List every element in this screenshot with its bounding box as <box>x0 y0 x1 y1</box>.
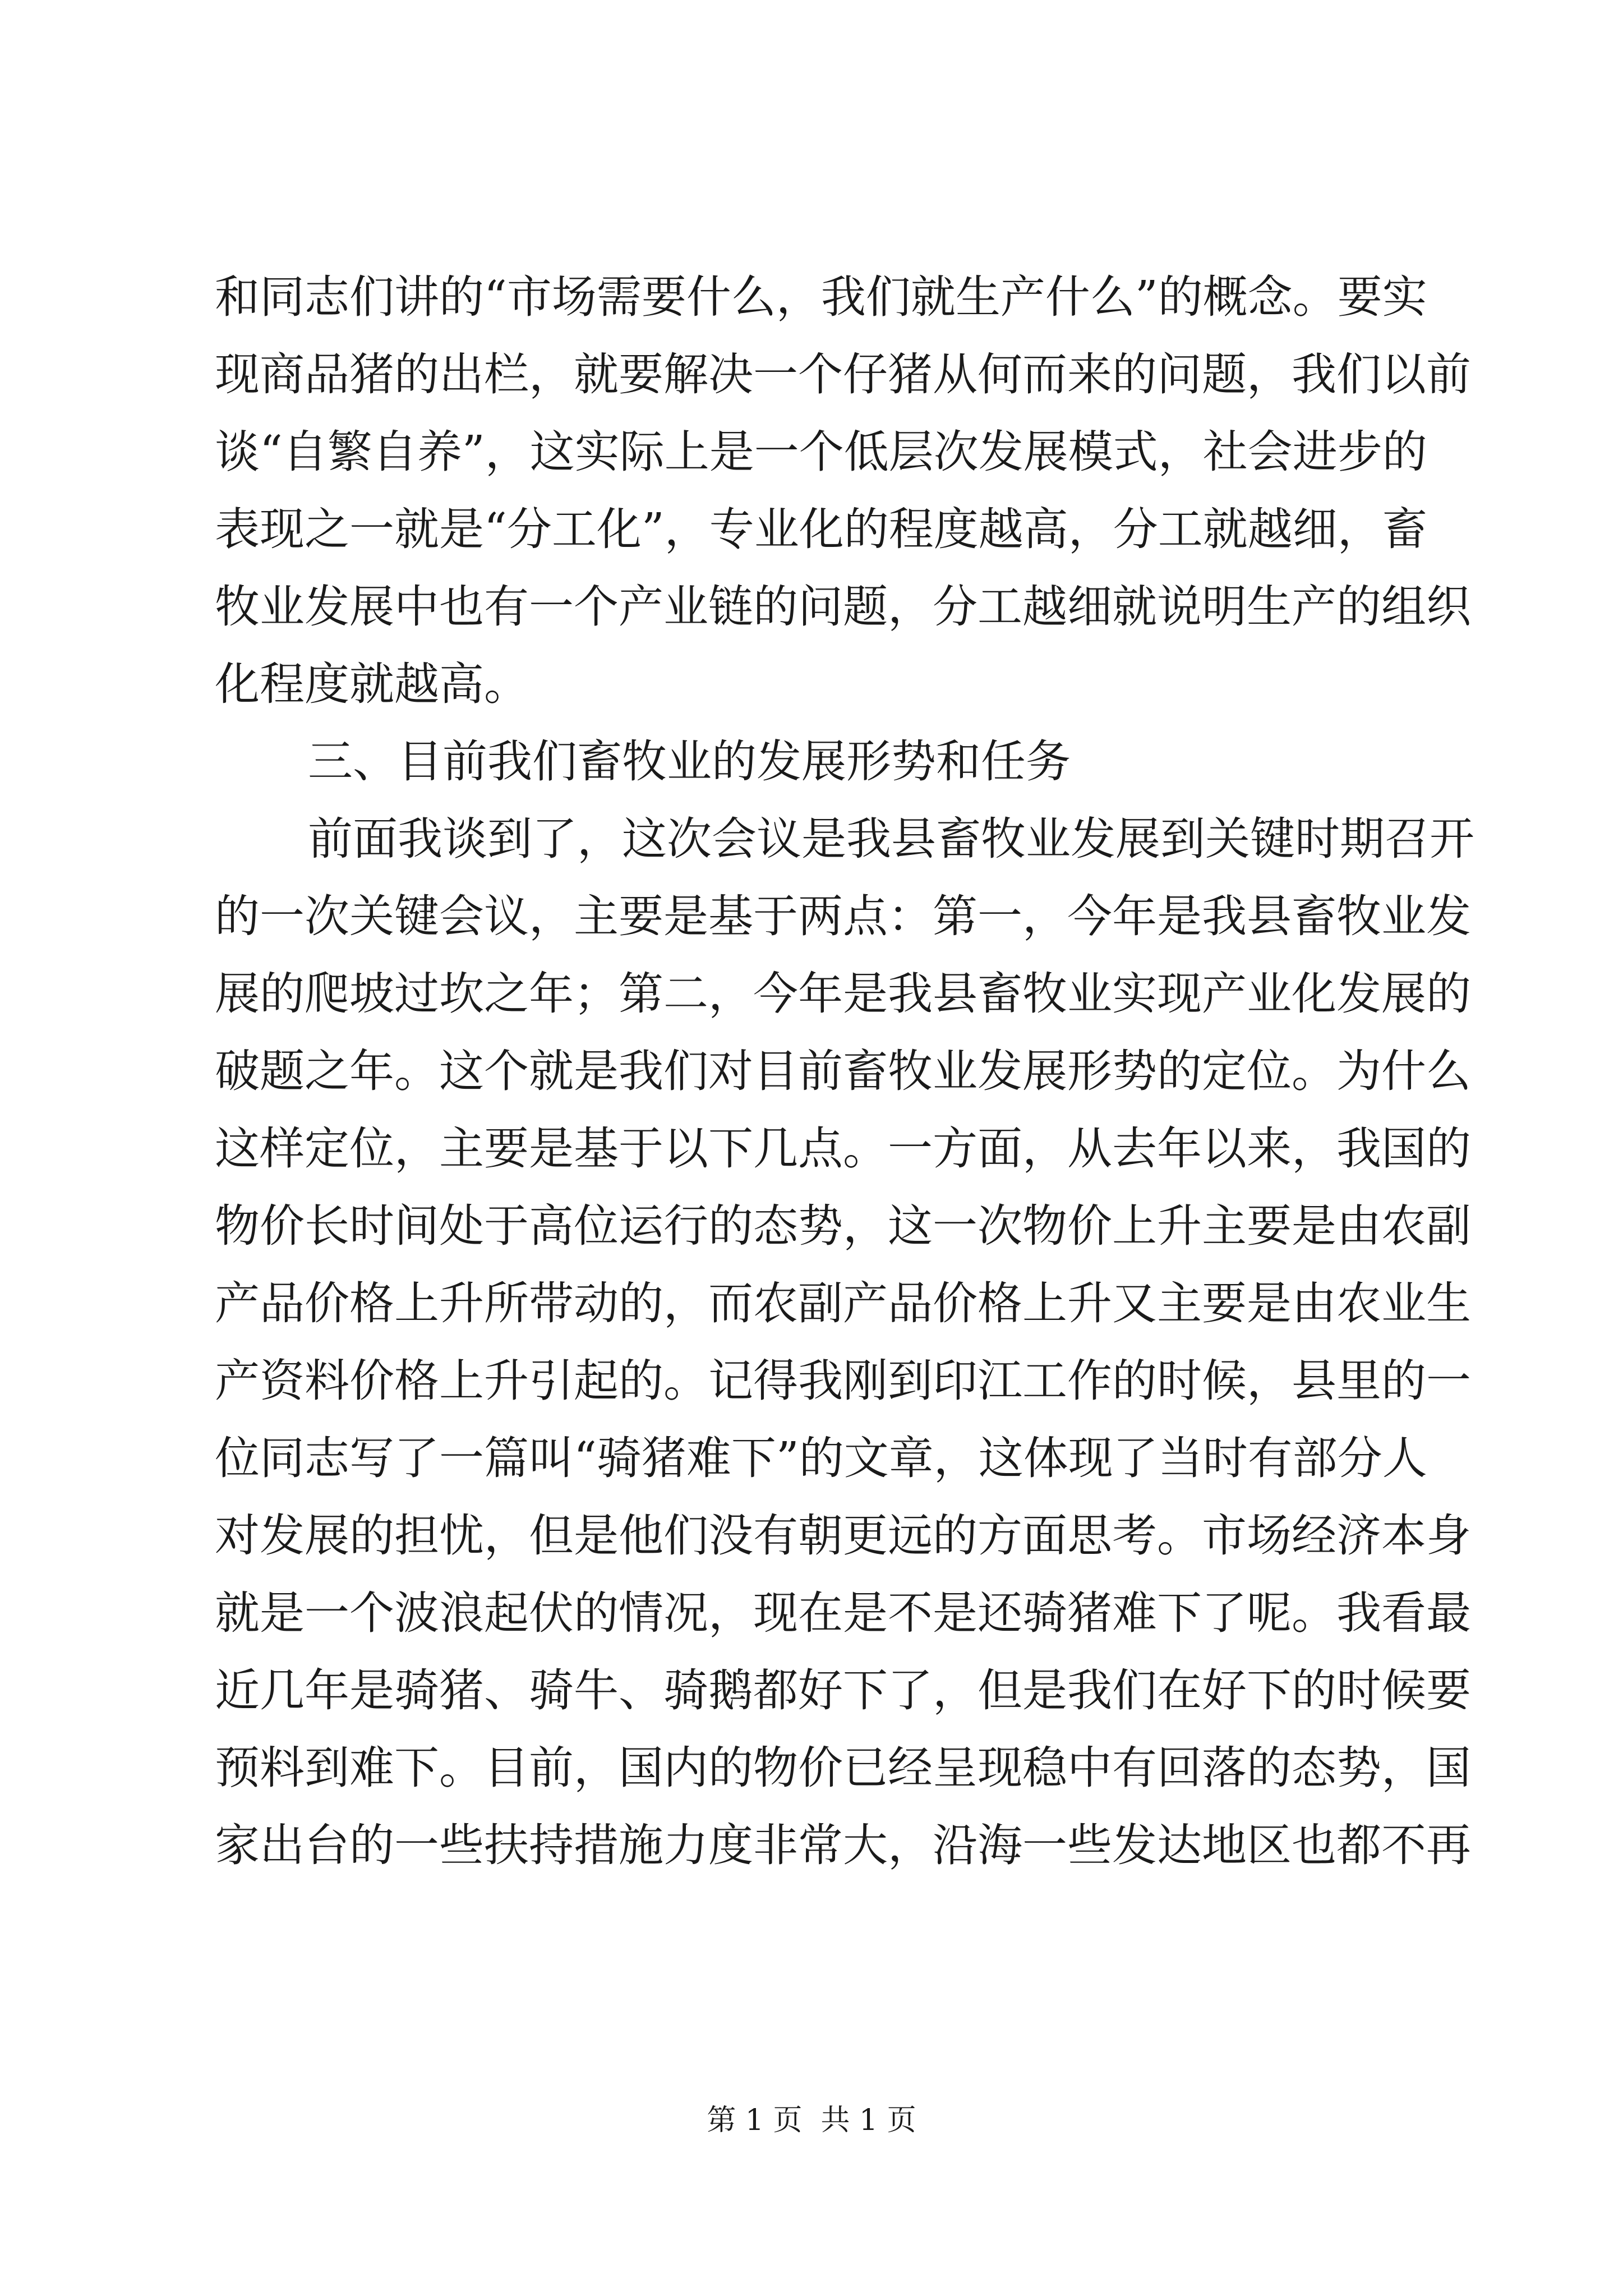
text-line: 产品价格上升所带动的，而农副产品价格上升又主要是由农业生 <box>215 1277 1471 1329</box>
text-line: 表现之一就是“分工化”，专业化的程度越高，分工就越细，畜 <box>215 503 1427 555</box>
text-line: 的一次关键会议，主要是基于两点：第一，今年是我县畜牧业发 <box>215 890 1471 942</box>
text-line: 谈“自繁自养”，这实际上是一个低层次发展模式，社会进步的 <box>215 426 1427 478</box>
section-heading: 三、目前我们畜牧业的发展形势和任务 <box>308 735 1071 788</box>
text-line: 现商品猪的出栏，就要解决一个仔猪从何而来的问题，我们以前 <box>215 348 1471 401</box>
page-number-footer: 第 1 页 共 1 页 <box>707 2104 916 2137</box>
text-line: 家出台的一些扶持措施力度非常大，沿海一些发达地区也都不再 <box>215 1819 1471 1871</box>
text-line: 展的爬坡过坎之年；第二，今年是我县畜牧业实现产业化发展的 <box>215 968 1471 1020</box>
text-line: 这样定位，主要是基于以下几点。一方面，从去年以来，我国的 <box>215 1122 1471 1175</box>
text-line: 牧业发展中也有一个产业链的问题，分工越细就说明生产的组织 <box>215 581 1471 633</box>
text-line: 对发展的担忧，但是他们没有朝更远的方面思考。市场经济本身 <box>215 1510 1471 1562</box>
text-line: 前面我谈到了，这次会议是我县畜牧业发展到关键时期召开 <box>308 813 1474 865</box>
text-line: 和同志们讲的“市场需要什么，我们就生产什么”的概念。要实 <box>215 271 1427 323</box>
text-line: 近几年是骑猪、骑牛、骑鹅都好下了，但是我们在好下的时候要 <box>215 1664 1471 1717</box>
text-line: 破题之年。这个就是我们对目前畜牧业发展形势的定位。为什么 <box>215 1045 1471 1097</box>
text-line: 预料到难下。目前，国内的物价已经呈现稳中有回落的态势，国 <box>215 1742 1471 1794</box>
text-line: 产资料价格上升引起的。记得我刚到印江工作的时候，县里的一 <box>215 1355 1471 1407</box>
text-line: 就是一个波浪起伏的情况，现在是不是还骑猪难下了呢。我看最 <box>215 1587 1471 1639</box>
text-line: 物价长时间处于高位运行的态势，这一次物价上升主要是由农副 <box>215 1200 1471 1252</box>
text-line: 位同志写了一篇叫“骑猪难下”的文章，这体现了当时有部分人 <box>215 1432 1427 1484</box>
text-line: 化程度就越高。 <box>215 658 529 710</box>
